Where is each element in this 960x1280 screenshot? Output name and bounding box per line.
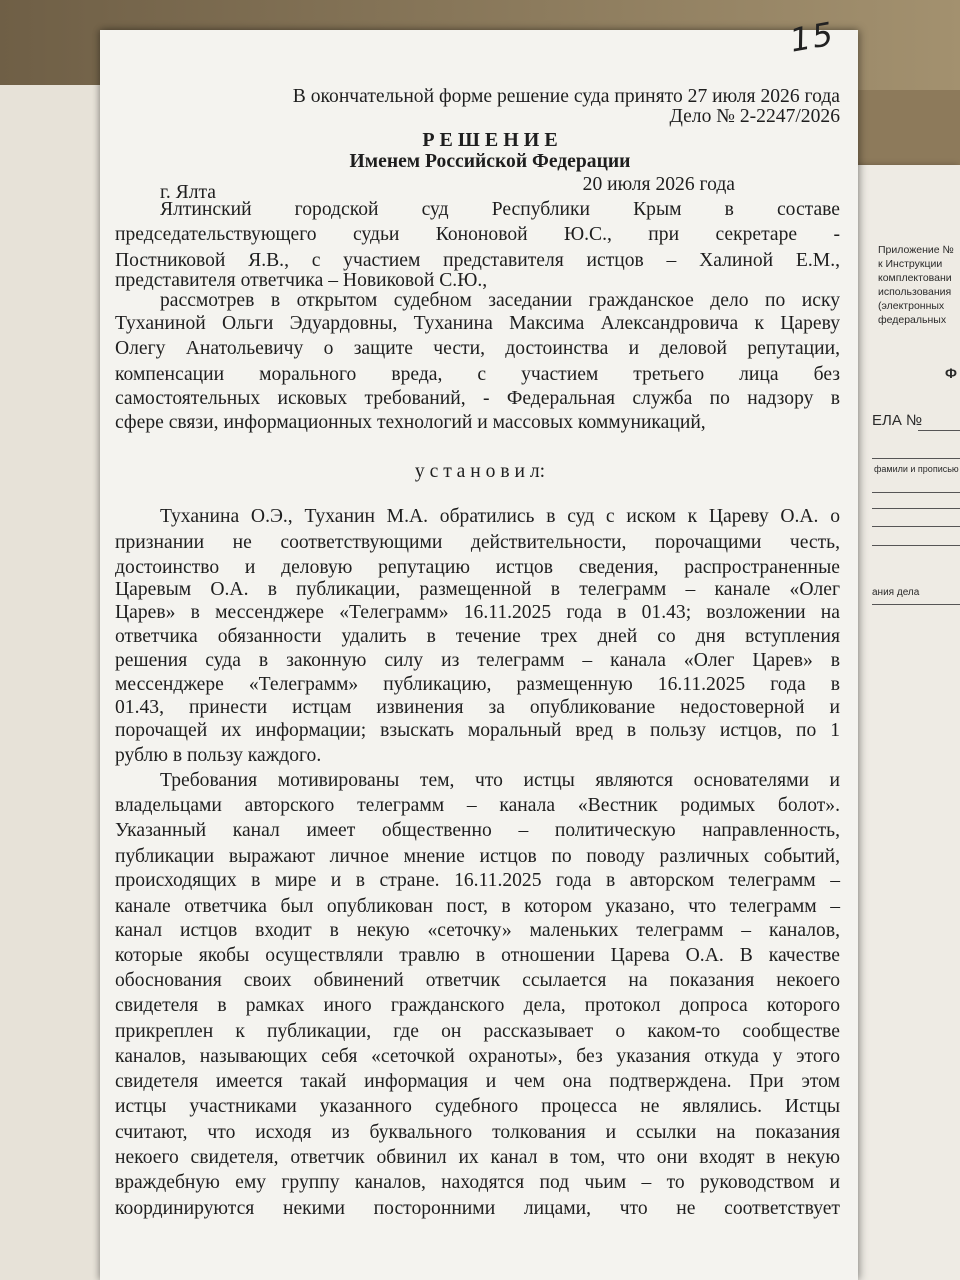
side-form-rule [872, 604, 960, 605]
paragraph-line: решения суда в законную силу из телеграмм – канала «Олег Царев» в [115, 650, 840, 671]
page-number-handwritten: 15 [787, 14, 838, 60]
side-form-line: (электронных [878, 300, 945, 312]
paragraph-line: координируются некими посторонними лицами, что не соответствует [115, 1198, 840, 1219]
paragraph-line: некоего свидетеля, ответчик обвинил их канал в том, что они входят в некую [115, 1147, 840, 1168]
intro-line: Ялтинский городской суд Республики Крым в составе [160, 199, 840, 220]
side-form-rule [872, 492, 960, 493]
side-form-line: комплектовани [878, 272, 952, 284]
paragraph-line: порочащей их информации; взыскать моральный вред в пользу истцов, по 1 [115, 720, 840, 741]
paragraph-line: рублю в пользу каждого. [115, 745, 322, 766]
side-form-letter: Ф [945, 365, 957, 381]
intro-line: представителя ответчика – Новиковой С.Ю., [115, 270, 488, 291]
paragraph-line: Требования мотивированы тем, что истцы являются основателями и [160, 770, 840, 791]
paragraph-line: свидетеля имеется такай информация и чем она подтверждена. При этом [115, 1071, 840, 1092]
intro-line: председательствующего судьи Кононовой Ю.С., при секретаре - [115, 224, 840, 245]
side-form-page [855, 165, 960, 1280]
paragraph-line: обоснования своих обвинений ответчик ссылается на показания некоего [115, 970, 840, 991]
side-form-rule [872, 545, 960, 546]
consideration-line: Олегу Анатольевичу о защите чести, достоинства и деловой репутации, [115, 338, 840, 359]
side-form-rule [872, 508, 960, 509]
paragraph-line: считают, что исходя из буквального толкования и ссылки на показания [115, 1122, 840, 1143]
paragraph-line: истцы участниками указанного судебного процесса не являлись. Истцы [115, 1096, 840, 1117]
side-form-line: Приложение № [878, 244, 954, 256]
paragraph-line: Туханина О.Э., Туханин М.А. обратились в суд с иском к Цареву О.А. о [160, 506, 840, 527]
paragraph-line: ответчика обязанности удалить в течение трех дней со дня вступления [115, 626, 840, 647]
paragraph-line: каналов, называющих себя «сеточкой охраноты», без указания откуда у этого [115, 1046, 840, 1067]
paragraph-line: которые якобы осуществляли травлю в отношении Царева О.А. В качестве [115, 945, 840, 966]
consideration-line: Туханиной Ольги Эдуардовны, Туханина Максима Александровича к Цареву [115, 313, 840, 334]
paragraph-line: мессенджере «Телеграмм» публикацию, размещенную 16.11.2025 года в [115, 674, 840, 695]
paragraph-line: Указанный канал имеет общественно – политическую направленность, [115, 820, 840, 841]
case-number: Дело № 2-2247/2026 [669, 106, 840, 127]
paragraph-line: враждебную ему группу каналов, находятся под чьим – то руководством и [115, 1172, 840, 1193]
document-subtitle: Именем Российской Федерации [349, 151, 631, 172]
paragraph-line: прикреплен к публикации, где он рассказывает о каком-то сообществе [115, 1021, 840, 1042]
paragraph-line: Царевым О.А. в публикации, размещенной в телеграмм – канале «Олег [115, 579, 840, 600]
consideration-line: сфере связи, информационных технологий и массовых коммуникаций, [115, 412, 706, 433]
side-form-rule [918, 430, 960, 431]
document-title: Р Е Ш Е Н И Е [422, 129, 558, 151]
side-form-line: федеральных [878, 314, 947, 326]
paragraph-line: происходящих в мире и в стране. 16.11.2025 года в авторском телеграмм – [115, 870, 840, 891]
intro-line: Постниковой Я.В., с участием представителя истцов – Халиной Е.М., [115, 250, 840, 271]
paragraph-line: свидетеля в рамках иного гражданского дела, протокол допроса которого [115, 995, 840, 1016]
paragraph-line: признании не соответствующими действительности, порочащими честь, [115, 532, 840, 553]
paragraph-line: Царев» в мессенджере «Телеграмм» 16.11.2025 года в 01.43; возложении на [115, 602, 840, 623]
city: г. Ялта [160, 182, 216, 203]
established-heading: у с т а н о в и л: [414, 461, 546, 482]
paragraph-line: 01.43, принести истцам извинения за опубликование недостоверной и [115, 697, 840, 718]
paragraph-line: канале ответчика был опубликован пост, в котором указано, что телеграмм – [115, 896, 840, 917]
side-form-caption: фамили и прописью [874, 464, 959, 474]
side-form-case: ЕЛА № [872, 412, 923, 429]
paragraph-line: владельцами авторского телеграмм – канала «Вестник родимых болот». [115, 795, 840, 816]
consideration-line: рассмотрев в открытом судебном заседании гражданское дело по иску [160, 290, 840, 311]
side-form-line: использования [878, 286, 952, 298]
consideration-line: компенсации морального вреда, с участием третьего лица без [115, 364, 840, 385]
paragraph-line: канал истцов входит в некую «сеточку» маленьких телеграмм – каналов, [115, 920, 840, 941]
consideration-line: самостоятельных исковых требований, - Федеральная служба по надзору в [115, 388, 840, 409]
side-form-line: к Инструкции [878, 258, 943, 270]
side-form-caption: ания дела [872, 587, 920, 598]
side-form-rule [872, 458, 960, 459]
paragraph-line: достоинство и деловую репутацию истцов сведения, распространенные [115, 557, 840, 578]
decision-date: 20 июля 2026 года [582, 174, 735, 195]
final-form-date: В окончательной форме решение суда принято 27 июля 2026 года [292, 86, 840, 107]
side-form-rule [872, 526, 960, 527]
paragraph-line: публикации выражают личное мнение истцов по поводу различных событий, [115, 846, 840, 867]
